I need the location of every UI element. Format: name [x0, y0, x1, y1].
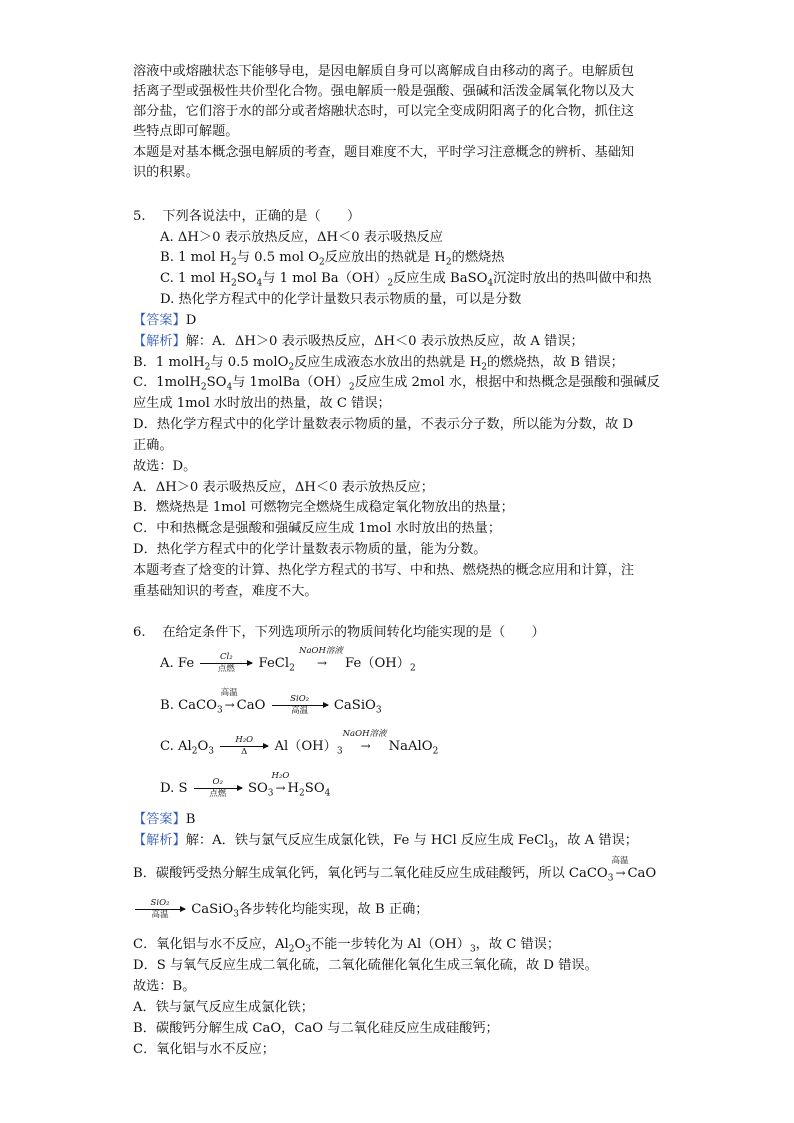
q6-analysis-9: C．氧化铝与水不反应； — [133, 1042, 275, 1057]
question-text: 在给定条件下，下列选项所示的物质间转化均能实现的是（ ） — [162, 625, 545, 640]
q5-option-d: D. 热化学方程式中的化学计量数只表示物质的量，可以是分数 — [160, 292, 522, 307]
q5-analysis-4: 应生成 1mol 水时放出的热量，故 C 错误； — [133, 396, 391, 411]
reaction-arrow: $\frac{\text{H₂O}}{\Delta}$ — [220, 736, 268, 757]
q5-analysis-1: 【解析】解：A．ΔH＞0 表示吸热反应，ΔH＜0 表示放热反应，故 A 错误； — [133, 334, 584, 349]
q6-option-a: A. Fe Cl₂ 点燃 FeCl$_2$ NaOH溶液 → $Fe(OH)_2$ — [160, 650, 416, 677]
q6-analysis-8: B．碳酸钙分解生成 CaO，CaO 与二氧化硅反应生成硅酸钙； — [133, 1021, 499, 1036]
q6-option-c: C. $Al_2O_3$ $\frac{\text{H₂O}}{\Delta}$ $Al(OH)_3$ NaOH溶液 → NaAlO$_2$ — [160, 733, 438, 760]
question-5-stem — [133, 207, 360, 227]
reaction-arrow: H₂O → — [271, 771, 290, 795]
reaction-arrow: NaOH溶液 → — [299, 646, 343, 670]
q5-option-b: B. 1 mol $H_2$与 0.5 mol $O_2$反应放出的热就是 $H_2$的燃烧热 — [160, 250, 505, 268]
q6-option-b: B. CaCO$_3$ 高温 → CaO SiO₂ 高温 CaSiO$_3$ — [160, 692, 382, 719]
answer-value: D — [185, 313, 197, 328]
q5-option-a: A. ΔH＞0 表示放热反应，ΔH＜0 表示吸热反应 — [160, 230, 443, 245]
reaction-arrow: NaOH溶液 → — [342, 729, 387, 753]
q6-analysis-4: C．氧化铝与水不反应，$Al_2O_3$不能一步转化为 $Al(OH)_3$，故 C 错误； — [133, 937, 561, 955]
q6-analysis-2: B．碳酸钙受热分解生成氧化钙，氧化钙与二氧化硅反应生成硅酸钙，所以 CaCO$_3$ 高温 → CaO — [133, 856, 657, 884]
q6-analysis-3: SiO₂ 高温 CaSiO$_3$各步转化均能实现，故 B 正确； — [133, 897, 428, 923]
intro-line-2: 括离子型或强极性共价型化合物。强电解质一般是强酸、强碱和活泼金属氧化物以及大 — [133, 84, 635, 99]
intro-line-1: 溶液中或熔融状态下能够导电，是因电解质自身可以离解成自由移动的离子。电解质包 — [133, 64, 635, 79]
q5-answer — [133, 311, 196, 331]
answer-tag: 【答案】 — [133, 313, 186, 328]
q5-analysis-11: D．热化学方程式中的化学计量数表示物质的量，能为分数。 — [133, 542, 487, 557]
reaction-arrow: SiO₂ 高温 — [272, 695, 328, 716]
question-number: 5. — [133, 209, 146, 224]
q6-analysis-6: 故选：B。 — [133, 979, 196, 994]
q5-analysis-6: 正确。 — [133, 438, 173, 453]
answer-value: B — [185, 812, 196, 827]
q5-option-c: C. 1 mol $H_2SO_4$与 1 mol $Ba(OH)_2$反应生成 BaSO$_4$沉淀时放出的热叫做中和热 — [160, 271, 652, 289]
question-number: 6. — [133, 625, 146, 640]
q6-analysis-5: D．S 与氧气反应生成二氧化硫，二氧化硫催化氧化生成三氧化硫，故 D 错误。 — [133, 958, 598, 973]
q6-option-d: D. S O₂ 点燃 $SO_3$ H₂O → $H_2SO_4$ — [160, 775, 330, 802]
reaction-arrow: SiO₂ 高温 — [135, 899, 185, 920]
q6-answer — [133, 810, 195, 830]
reaction-arrow: 高温 → — [220, 688, 238, 712]
reaction-arrow: Cl₂ 点燃 — [200, 653, 252, 674]
intro-line-3: 部分盐，它们溶于水的部分或者熔融状态时，可以完全变成阴阳离子的化合物，抓住这 — [133, 104, 635, 119]
analysis-tag: 【解析】 — [133, 833, 186, 848]
q5-analysis-13: 重基础知识的考查，难度不大。 — [133, 584, 318, 599]
intro-line-4: 些特点即可解题。 — [133, 124, 239, 139]
q5-analysis-2: B．1 molH$_2$与 0.5 molO$_2$反应生成液态水放出的热就是 $H_2$的燃烧热，故 B 错误； — [133, 355, 624, 373]
q5-analysis-3: C．$1molH_2SO_4$与 $1molBa(OH)_2$反应生成 2mol 水，根据中和热概念是强酸和强碱反 — [133, 375, 660, 393]
q5-analysis-5: D．热化学方程式中的化学计量数表示物质的量，不表示分子数，所以能为分数，故 D — [133, 417, 634, 432]
q6-analysis-1: 【解析】解：A．铁与氯气反应生成氯化铁，Fe 与 HCl 反应生成 FeCl$_3$，故 A 错误； — [133, 833, 638, 851]
q5-analysis-7: 故选：D。 — [133, 459, 197, 474]
question-text: 下列各说法中，正确的是（ ） — [162, 209, 361, 224]
q5-analysis-8: A．ΔH＞0 表示吸热反应，ΔH＜0 表示放热反应； — [133, 480, 434, 495]
reaction-arrow: 高温 → — [611, 856, 629, 880]
intro-line-6: 识的积累。 — [133, 165, 199, 180]
answer-tag: 【答案】 — [133, 812, 186, 827]
analysis-tag: 【解析】 — [133, 334, 186, 349]
q5-analysis-12: 本题考查了焓变的计算、热化学方程式的书写、中和热、燃烧热的概念应用和计算，注 — [133, 563, 635, 578]
reaction-arrow: O₂ 点燃 — [194, 778, 242, 799]
intro-line-5: 本题是对基本概念强电解质的考查，题目难度不大，平时学习注意概念的辨析、基础知 — [133, 145, 635, 160]
q5-analysis-10: C．中和热概念是强酸和强碱反应生成 1mol 水时放出的热量； — [133, 521, 502, 536]
q5-analysis-9: B．燃烧热是 1mol 可燃物完全燃烧生成稳定氧化物放出的热量； — [133, 500, 514, 515]
q6-analysis-7: A．铁与氯气反应生成氯化铁； — [133, 1000, 314, 1015]
